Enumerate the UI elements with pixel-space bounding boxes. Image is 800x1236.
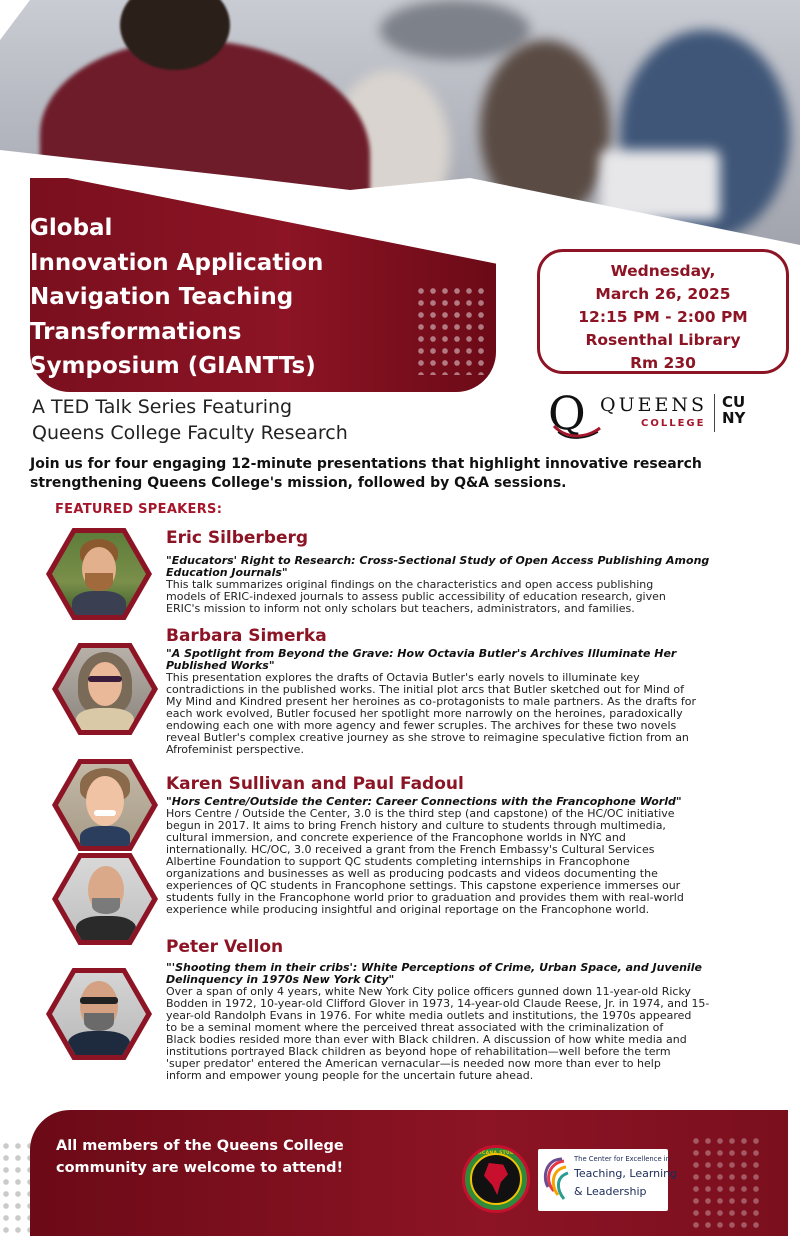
title-line: Transformations: [30, 318, 242, 345]
talk-description-line: Hors Centre / Outside the Center, 3.0 is the third step (and capstone) of the HC/OC initiative: [166, 808, 675, 820]
talk-description-line: reveal Butler's complex creative journey as she strove to reimagine speculative fiction from an: [166, 732, 689, 744]
talk-description-line: year-old Randolph Evans in 1976. For white media outlets and institutions, the 1970s appeared: [166, 1010, 692, 1022]
talk-description-line: experiences of QC students in Francophone settings. This capstone experience immerses our: [166, 880, 681, 892]
event-location: Rosenthal Library: [585, 331, 741, 349]
speaker-name: Barbara Simerka: [166, 626, 327, 646]
talk-description-line: Black bodies resided more than ever with Black children. A discussion of how white media and: [166, 1034, 687, 1046]
talk-description-line: each work evolved, Butler focused her spotlight more narrowly on the heroines, paradoxically: [166, 708, 683, 720]
talk-description-line: Albertine Foundation to support QC students completing internships in Francophone: [166, 856, 630, 868]
talk-title-line: Education Journals": [166, 567, 288, 579]
speaker-name: Karen Sullivan and Paul Fadoul: [166, 774, 464, 794]
talk-description-line: models of ERIC-indexed journals to assess public accessibility of education research, given: [166, 591, 666, 603]
title-line: Navigation Teaching: [30, 284, 294, 310]
event-time: 12:15 PM - 2:00 PM: [578, 308, 748, 326]
talk-title-line: "A Spotlight from Beyond the Grave: How Octavia Butler's Archives Illuminate Her: [166, 648, 677, 660]
talk-description-line: contradictions in the published works. The initial plot arcs that Butler sketched out for Mind of: [166, 684, 684, 696]
subtitle: [32, 394, 452, 446]
queens-college-logo: [548, 388, 793, 444]
talk-description: [166, 986, 762, 1082]
talk-description-line: students fully in the Francophone world prior to graduation and provides them with real-world: [166, 892, 684, 904]
speaker-photo-paul-fadoul: [52, 853, 158, 945]
talk-title: [166, 555, 762, 579]
talk-description-line: cultural immersion, and concrete experience of the Francophone worlds in NYC and: [166, 832, 626, 844]
talk-description-line: to be a seminal moment where the perceived threat associated with the criminalization of: [166, 1022, 664, 1034]
intro-line: Join us for four engaging 12-minute presentations that highlight innovative research: [30, 456, 702, 472]
qc-logo-sub: COLLEGE: [641, 418, 706, 429]
talk-description-line: institutions portrayed Black children as beyond hope of rehabilitation—well before the term: [166, 1046, 671, 1058]
africana-logo-label: AFRICANA STUDIES: [469, 1151, 523, 1156]
event-date: March 26, 2025: [595, 285, 731, 303]
africana-studies-logo: [462, 1145, 530, 1213]
talk-title-line: "Hors Centre/Outside the Center: Career Connections with the Francophone World": [166, 796, 682, 808]
talk-description-line: ERIC's mission to inform not only scholars but teachers, administrators, and families.: [166, 603, 635, 615]
talk-title: [166, 962, 762, 986]
talk-description-line: internationally. HC/OC, 3.0 received a grant from the French Embassy's Cultural Services: [166, 844, 655, 856]
speaker-photo-karen-sullivan: [52, 759, 158, 851]
event-day: Wednesday,: [610, 262, 716, 280]
ctl-line-2: Teaching, Learning: [574, 1167, 678, 1180]
talk-description-line: My Mind and Kindred present her heroines as co-protagonists to male partners. As the drafts for: [166, 696, 697, 708]
talk-description-line: Over a span of only 4 years, white New York City police officers gunned down 11-year-old Ricky: [166, 986, 691, 998]
talk-description-line: Afrofeminist perspective.: [166, 744, 304, 756]
intro-line: strengthening Queens College's mission, followed by Q&A sessions.: [30, 475, 567, 491]
qc-swoosh-icon: [552, 422, 602, 440]
ctl-swirl-icon: [542, 1157, 572, 1203]
subtitle-line: Queens College Faculty Research: [32, 422, 348, 444]
talk-title-line: Delinquency in 1970s New York City": [166, 974, 395, 986]
talk-title: [166, 648, 762, 672]
talk-title-line: "'Shooting them in their cribs': White Perceptions of Crime, Urban Space, and Juvenile: [166, 962, 702, 974]
ctl-line-1: The Center for Excellence in: [574, 1155, 671, 1163]
talk-description-line: Bodden in 1972, 10-year-old Clifford Glover in 1973, 14-year-old Claude Reese, Jr. in 1974, and 15-: [166, 998, 710, 1010]
welcome-message: [56, 1135, 416, 1179]
intro-text: [30, 455, 780, 493]
talk-title-line: "Educators' Right to Research: Cross-Sectional Study of Open Access Publishing Among: [166, 555, 710, 567]
speaker-photo-peter-vellon: [46, 968, 152, 1060]
talk-description-line: experience while producing insightful and original reportage on the Francophone world.: [166, 904, 650, 916]
center-for-excellence-logo: [538, 1149, 678, 1211]
title-line: Innovation Application: [30, 249, 324, 276]
welcome-line: community are welcome to attend!: [56, 1160, 344, 1176]
featured-speakers-heading: FEATURED SPEAKERS:: [55, 502, 223, 517]
speaker-photo-eric-silberberg: [46, 528, 152, 620]
talk-description-line: begun in 2017. It aims to bring French history and culture to students through multimedia,: [166, 820, 666, 832]
event-room: Rm 230: [630, 354, 696, 372]
footer-dot-pattern-right: [690, 1135, 760, 1231]
speaker-photo-barbara-simerka: [52, 643, 158, 735]
talk-description-line: organizations and businesses as well as producing podcasts and videos documenting the: [166, 868, 658, 880]
talk-description-line: inform and empower young people for the uncertain future ahead.: [166, 1070, 534, 1082]
talk-description-line: 'super predator' entered the American vernacular—is needed now more than ever to help: [166, 1058, 661, 1070]
speaker-name: Eric Silberberg: [166, 528, 309, 548]
talk-title: [166, 796, 762, 808]
title-line: Symposium (GIANTTs): [30, 353, 316, 379]
cuny-top: CU: [722, 393, 746, 411]
talk-description: [166, 808, 762, 916]
talk-description-line: endowing each one with more agency and fewer scruples. The archives for these two novels: [166, 720, 677, 732]
talk-description-line: This presentation explores the drafts of Octavia Butler's early novels to illuminate key: [166, 672, 640, 684]
event-details-box: [537, 249, 789, 374]
logo-divider: [714, 394, 715, 432]
talk-description: [166, 579, 762, 615]
symposium-title: [30, 211, 470, 384]
title-line: Global: [30, 215, 113, 241]
cuny-logo: [722, 394, 745, 426]
qc-logo-name: QUEENS: [600, 394, 707, 416]
speaker-name: Peter Vellon: [166, 937, 284, 957]
subtitle-line: A TED Talk Series Featuring: [32, 396, 293, 418]
ctl-line-3: & Leadership: [574, 1185, 647, 1198]
cuny-bottom: NY: [722, 409, 746, 427]
talk-description-line: This talk summarizes original findings on the characteristics and open access publishing: [166, 579, 654, 591]
talk-title-line: Published Works": [166, 660, 275, 672]
qc-logo-letter: Q: [548, 386, 586, 440]
welcome-line: All members of the Queens College: [56, 1138, 344, 1154]
talk-description: [166, 672, 762, 756]
